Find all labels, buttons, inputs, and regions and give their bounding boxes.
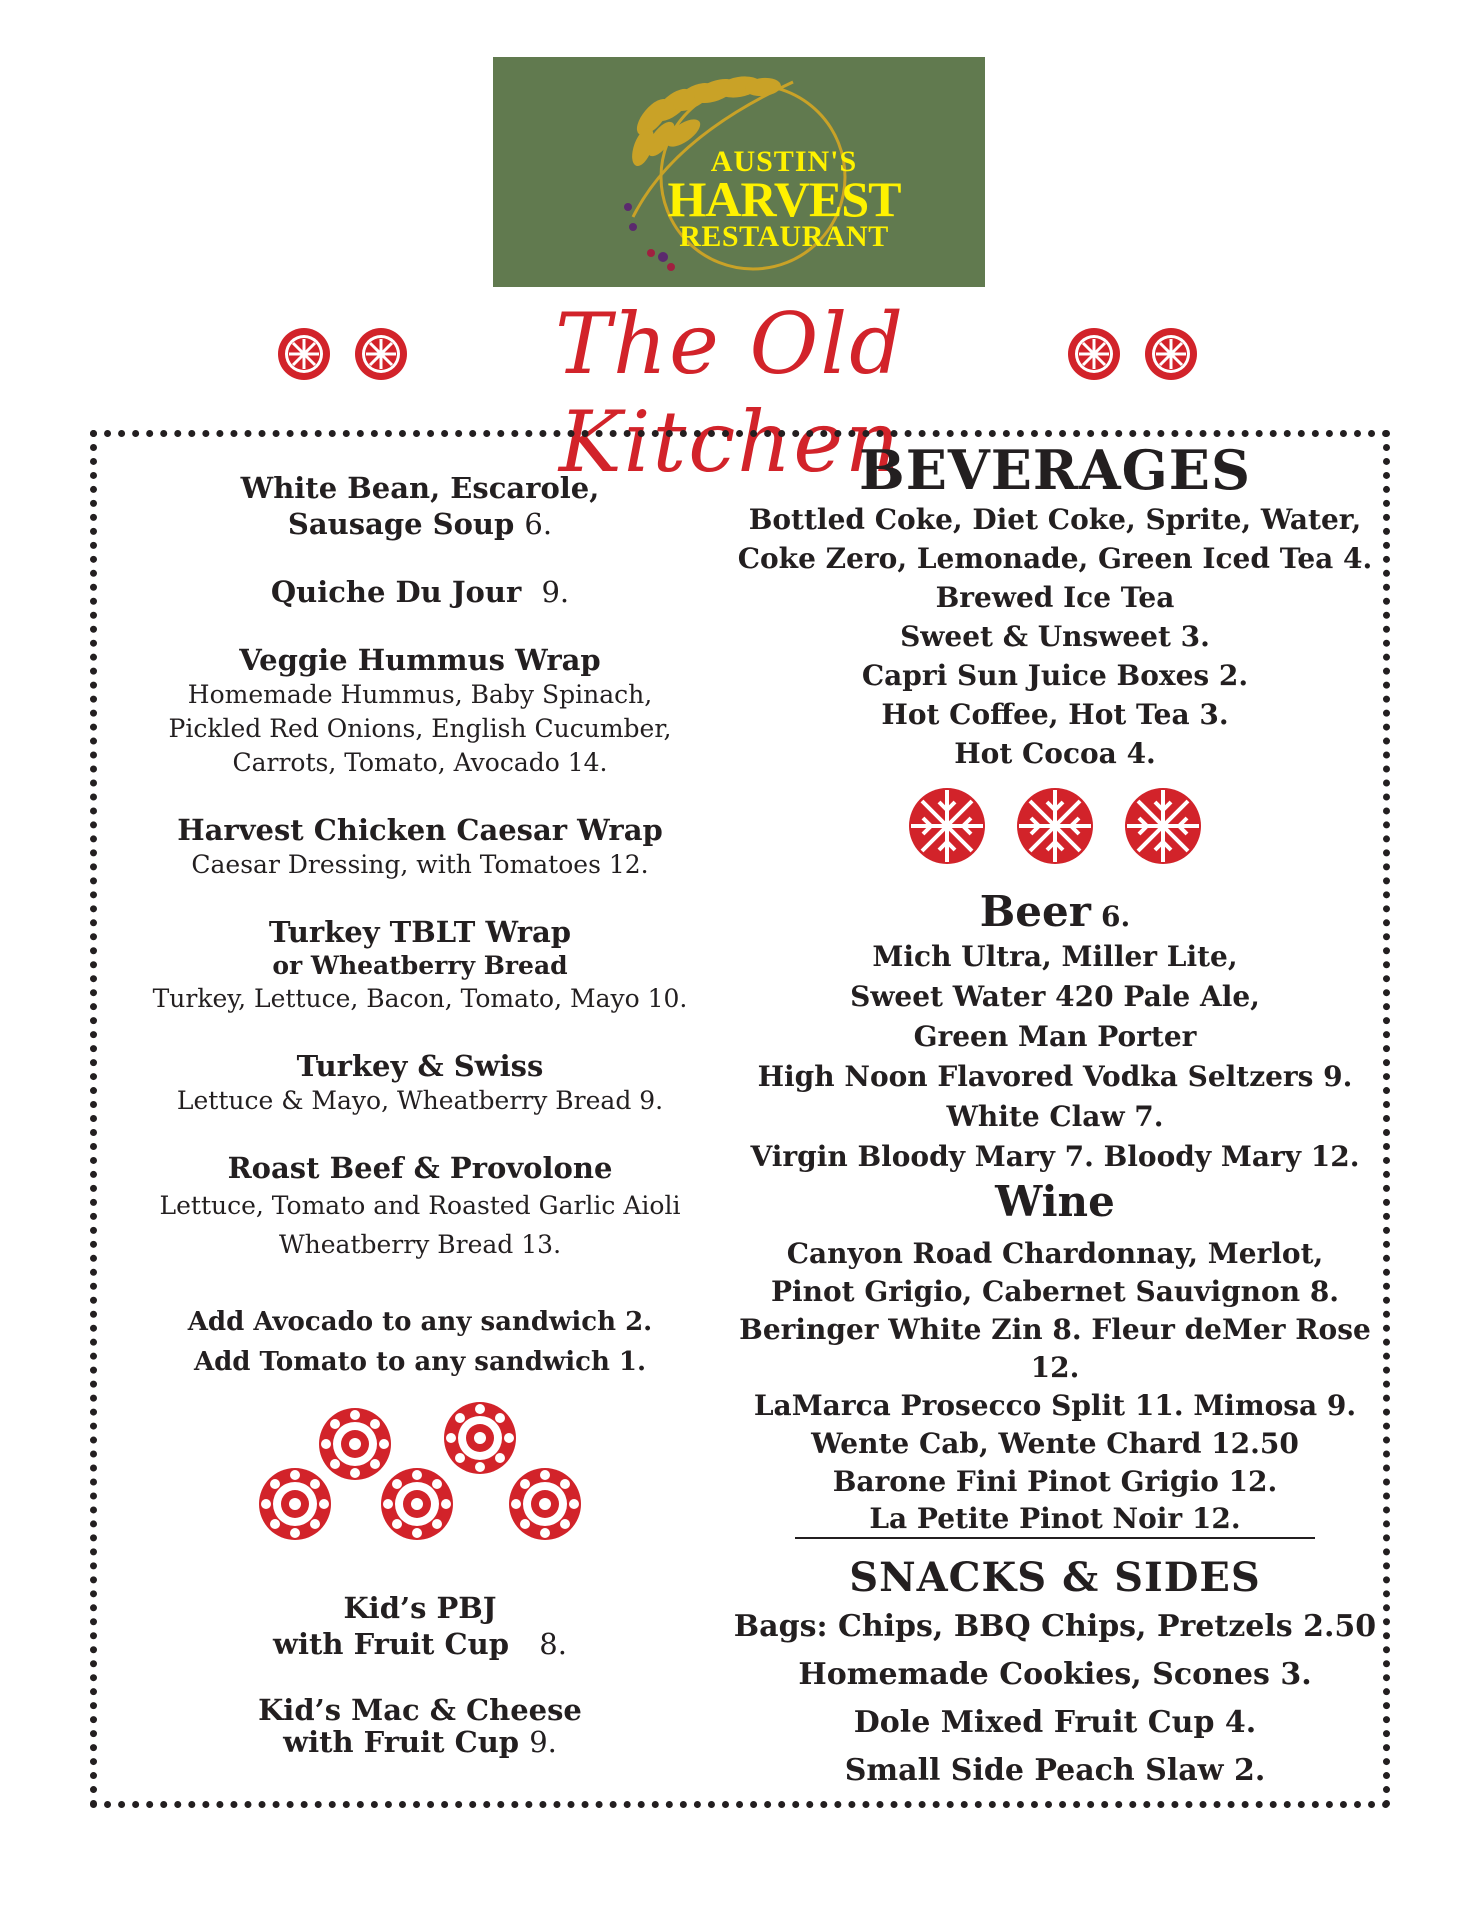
item-name: Kid’s Mac & Cheese [258,1693,582,1727]
logo-line-3: RESTAURANT [679,220,889,253]
snacks-title: SNACKS & SIDES [849,1554,1261,1601]
page-title: The Old Kitchen [554,295,906,491]
item-description: Caesar Dressing, with Tomatoes 12. [191,850,649,879]
item-price: 9. [529,1725,557,1759]
beverages-title: BEVERAGES [859,438,1251,502]
item-name: Sausage Soup [287,507,515,541]
item-name: Quiche Du Jour [270,575,522,609]
item-name: with Fruit Cup [273,1627,509,1661]
item-description: Homemade Hummus, Baby Spinach, [187,680,653,709]
beer-line: High Noon Flavored Vodka Seltzers 9. [757,1060,1353,1093]
wine-line: Barone Fini Pinot Grigio 12. [832,1465,1278,1498]
beer-title: Beer [979,887,1091,936]
beer-line: White Claw 7. [946,1100,1164,1133]
rosette-icon [352,325,410,383]
beverage-line: Capri Sun Juice Boxes 2. [861,659,1249,692]
item-name: Harvest Chicken Caesar Wrap [177,813,663,847]
menu-item [130,642,710,780]
food-column [130,470,710,1780]
item-description: Lettuce, Tomato and Roasted Garlic Aioli [159,1191,681,1220]
logo-line-1: AUSTIN'S [710,145,858,178]
rosette-icon [1142,325,1200,383]
item-description: Pickled Red Onions, English Cucumber, [168,714,672,743]
drinks-column [730,440,1380,1795]
item-name: White Bean, Escarole, [240,471,600,505]
beverage-line: Bottled Coke, Diet Coke, Sprite, Water, [748,503,1362,536]
beer-line: Green Man Porter [913,1020,1197,1053]
rosette-icon [275,325,333,383]
beverage-line: Sweet & Unsweet 3. [900,620,1210,653]
beer-price: 6. [1101,900,1131,933]
item-name: Turkey TBLT Wrap [268,915,572,949]
item-description: Lettuce & Mayo, Wheatberry Bread 9. [176,1086,664,1115]
beverage-line: Brewed Ice Tea [935,581,1175,614]
wine-line: Wente Cab, Wente Chard 12.50 [811,1427,1299,1460]
wine-line: Beringer White Zin 8. Fleur deMer Rose 12. [739,1313,1371,1384]
addon-line: Add Tomato to any sandwich 1. [193,1347,647,1377]
beverage-line: Coke Zero, Lemonade, Green Iced Tea 4. [737,542,1373,575]
wine-list [730,1235,1380,1539]
item-price: 9. [541,575,570,609]
menu-item [130,914,710,1016]
restaurant-logo [493,57,985,287]
item-description: Wheatberry Bread 13. [278,1230,562,1259]
item-name-line [130,574,710,610]
beer-heading [730,887,1380,937]
flower-icon [255,1396,585,1546]
menu-item [130,1150,710,1264]
item-name: Turkey & Swiss [296,1049,544,1083]
beer-line: Mich Ultra, Miller Lite, [872,940,1238,973]
addon-line: Add Avocado to any sandwich 2. [187,1307,653,1337]
kids-item [130,1694,710,1758]
item-name-line [130,1726,710,1758]
item-description: Carrots, Tomato, Avocado 14. [232,748,608,777]
item-description: Turkey, Lettuce, Bacon, Tomato, Mayo 10. [152,984,688,1013]
snack-line: Homemade Cookies, Scones 3. [798,1657,1312,1692]
snack-line: Small Side Peach Slaw 2. [844,1753,1266,1788]
wine-line: LaMarca Prosecco Split 11. Mimosa 9. [753,1389,1357,1422]
item-price: 8. [539,1627,567,1661]
item-name: Veggie Hummus Wrap [239,643,601,677]
beer-line: Virgin Bloody Mary 7. Bloody Mary 12. [750,1140,1360,1173]
menu-item [130,812,710,882]
item-name: Roast Beef & Provolone [227,1151,613,1185]
beverage-line: Hot Cocoa 4. [954,737,1156,770]
beverage-line: Hot Coffee, Hot Tea 3. [881,698,1229,731]
menu-item [130,1048,710,1118]
snack-line: Dole Mixed Fruit Cup 4. [853,1705,1257,1740]
item-subtitle: or Wheatberry Bread [272,951,568,980]
item-price: 6. [524,507,553,541]
rosette-icon [1065,325,1123,383]
wine-line: Pinot Grigio, Cabernet Sauvignon 8. [770,1275,1340,1308]
kids-item [130,1590,710,1662]
item-name-line [130,1626,710,1662]
item-name: with Fruit Cup [283,1725,520,1759]
snowflake-icon [905,781,1205,871]
wine-title: Wine [995,1177,1115,1226]
wine-line: Canyon Road Chardonnay, Merlot, [786,1237,1324,1270]
item-name-line [130,506,710,542]
item-name: Kid’s PBJ [343,1591,497,1625]
beer-line: Sweet Water 420 Pale Ale, [850,980,1260,1013]
addons [130,1302,710,1382]
logo-line-2: HARVEST [667,171,901,227]
snack-line: Bags: Chips, BBQ Chips, Pretzels 2.50 [733,1609,1377,1644]
menu-item [130,470,710,542]
wine-line: La Petite Pinot Noir 12. [795,1501,1315,1539]
menu-item [130,574,710,610]
